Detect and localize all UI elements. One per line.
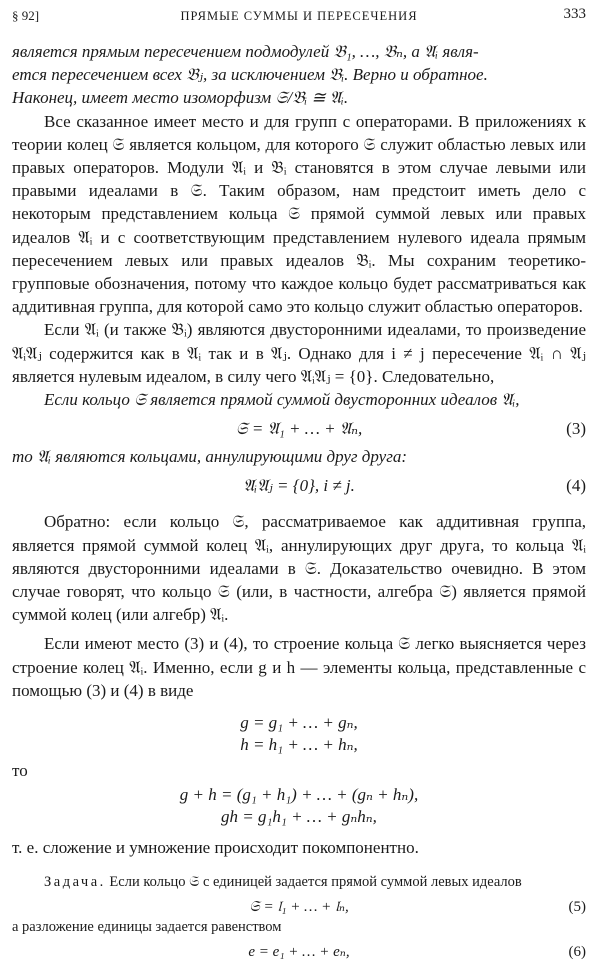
task-statement: Если кольцо 𝔖 с единицей задается прямой суммой левых идеалов <box>109 874 522 891</box>
equation-sum-product <box>12 784 586 828</box>
paragraph-intro <box>12 40 586 110</box>
intro-line-1: является прямым пересечением подмодулей 𝔅₁, …, 𝔅ₙ, а 𝔄ᵢ явля- <box>12 42 479 61</box>
theorem-statement: Если кольцо 𝔖 является прямой суммой двусторонних идеалов 𝔄ᵢ, <box>44 390 520 410</box>
equation-5 <box>12 892 586 918</box>
equation-sum: g + h = (g₁ + h₁) + … + (gₙ + hₙ), <box>179 785 419 805</box>
section-ref: § 92] <box>12 8 40 23</box>
task-label: Задача. <box>44 874 106 891</box>
equation-product: gh = g₁h₁ + … + gₙhₙ, <box>221 807 377 827</box>
page-body <box>12 40 586 963</box>
task-text <box>12 873 586 892</box>
paragraph-converse: Обратно: если кольцо 𝔖, рассматриваемое как аддитивная группа, является прямой суммой колец 𝔄ᵢ, аннулирующих друг друга, то кольца 𝔄ᵢ являются двусторонними идеалами в 𝔖. Доказательство очевидно. В этом случае говорят, что кольцо 𝔖 (или, в частности, алгебра 𝔖) является прямой суммой колец (или алгебр) 𝔄ᵢ. <box>12 512 586 625</box>
paragraph-structure: Если имеют место (3) и (4), то строение кольца 𝔖 легко выясняется через строение колец 𝔄ᵢ. Именно, если g и h — элементы кольца, представленные с помощью (3) и (4) в виде <box>12 634 586 700</box>
equation-4-number: (4) <box>566 476 586 496</box>
equation-3-expr: 𝔖 = 𝔄₁ + … + 𝔄ₙ, <box>235 419 363 439</box>
task-text-2: а разложение единицы задается равенством <box>12 919 282 936</box>
intro-line-2: ется пересечением всех 𝔅ⱼ, за исключением 𝔅ᵢ. Верно и обратное. <box>12 65 488 85</box>
equation-4 <box>12 468 586 502</box>
equation-5-number: (5) <box>568 899 586 916</box>
page-number: 333 <box>563 6 586 22</box>
equation-6 <box>12 937 586 963</box>
theorem-conclusion: то 𝔄ᵢ являются кольцами, аннулирующими друг друга: <box>12 447 408 467</box>
word-to: то <box>12 761 28 781</box>
page-header <box>12 6 586 28</box>
paragraph-componentwise: т. е. сложение и умножение происходит покомпонентно. <box>12 838 419 858</box>
intro-line-3: Наконец, имеет место изоморфизм 𝔖/𝔅ᵢ ≅ 𝔄ᵢ. <box>12 88 349 108</box>
equation-4-expr: 𝔄ᵢ𝔄ⱼ = {0}, i ≠ j. <box>243 476 355 496</box>
equation-3-number: (3) <box>566 419 586 439</box>
equation-6-number: (6) <box>568 944 586 961</box>
equation-h: h = h₁ + … + hₙ, <box>240 735 358 755</box>
task-block <box>12 873 586 963</box>
running-title: ПРЯМЫЕ СУММЫ И ПЕРЕСЕЧЕНИЯ <box>180 9 418 23</box>
equation-g-h <box>12 712 586 756</box>
paragraph-operators: Все сказанное имеет место и для групп с операторами. В приложениях к теории колец 𝔖 является кольцом, для которого 𝔖 служит областью левых или правых операторов. Модули 𝔄ᵢ и 𝔅ᵢ становятся в этом случае левыми или правыми идеалами в 𝔖. Таким образом, нам предстоит иметь дело с некоторым представлением кольца 𝔖 прямой суммой левых или правых идеалов 𝔄ᵢ и с соответствующим представлением нулевого идеала прямым пересечением левых или правых идеалов 𝔅ᵢ. Мы сохраним теоретико-групповые обозначения, потому что каждое кольцо будет рассматриваться как аддитивная группа, для которой само это кольцо служит областью операторов. <box>12 111 586 317</box>
equation-3 <box>12 411 586 445</box>
equation-6-expr: e = e₁ + … + eₙ, <box>248 944 350 961</box>
equation-5-expr: 𝔖 = 𝔩₁ + … + 𝔩ₙ, <box>249 899 349 916</box>
paragraph-two-sided: Если 𝔄ᵢ (и также 𝔅ᵢ) являются двусторонними идеалами, то произведение 𝔄ᵢ𝔄ⱼ содержится как в 𝔄ᵢ так и в 𝔄ⱼ. Однако для i ≠ j пересечение 𝔄ᵢ ∩ 𝔄ⱼ является нулевым идеалом, в силу чего 𝔄ᵢ𝔄ⱼ = {0}. Следовательно, <box>12 320 586 386</box>
equation-g: g = g₁ + … + gₙ, <box>240 713 358 733</box>
